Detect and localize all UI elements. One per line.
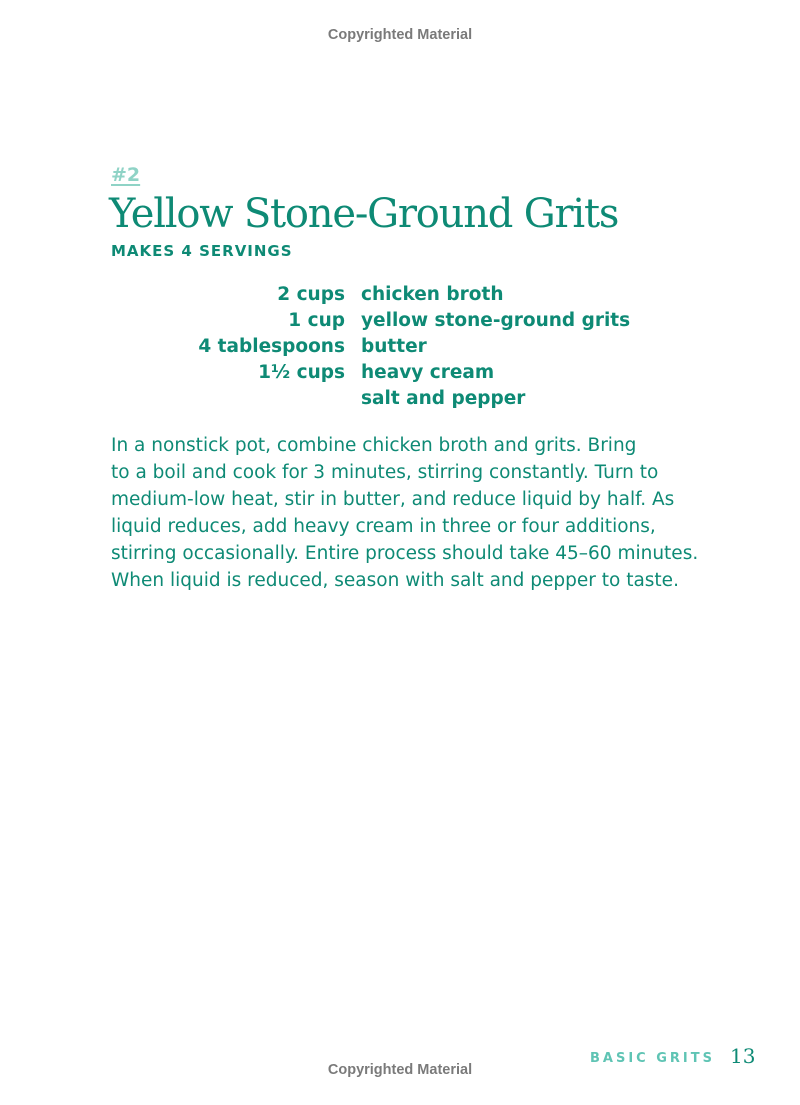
ingredient-quantity: 1½ cups [258,362,345,383]
directions-line: medium-low heat, stir in butter, and reduce liquid by half. As [111,489,675,510]
recipe-directions [111,432,751,594]
recipe-servings: MAKES 4 SERVINGS [111,242,293,260]
ingredient-row [111,334,731,360]
ingredient-quantity: 1 cup [288,310,345,331]
recipe-number: #2 [111,164,141,186]
ingredient-name: butter [361,336,427,357]
ingredient-name: heavy cream [361,362,495,383]
directions-line: stirring occasionally. Entire process should take 45–60 minutes. [111,543,699,564]
ingredient-quantity: 4 tablespoons [198,336,345,357]
ingredient-row [111,360,731,386]
ingredient-row [111,308,731,334]
directions-line: In a nonstick pot, combine chicken broth and grits. Bring [111,435,637,456]
page-number: 13 [730,1044,756,1068]
ingredient-name: salt and pepper [361,388,526,409]
ingredient-name: chicken broth [361,284,504,305]
ingredient-name: yellow stone-ground grits [361,310,631,331]
copyright-notice-top: Copyrighted Material [327,27,473,43]
ingredient-quantity: 2 cups [277,284,345,305]
directions-line: liquid reduces, add heavy cream in three or four additions, [111,516,656,537]
ingredient-quantity [111,386,361,412]
ingredient-list [111,282,731,412]
ingredient-row [111,282,731,308]
directions-line: When liquid is reduced, season with salt and pepper to taste. [111,570,679,591]
recipe-title: Yellow Stone-Ground Grits [109,191,619,237]
ingredient-row [111,386,731,412]
copyright-notice-bottom: Copyrighted Material [327,1062,473,1078]
footer-section-title: BASIC GRITS [590,1051,715,1066]
directions-line: to a boil and cook for 3 minutes, stirring constantly. Turn to [111,462,659,483]
